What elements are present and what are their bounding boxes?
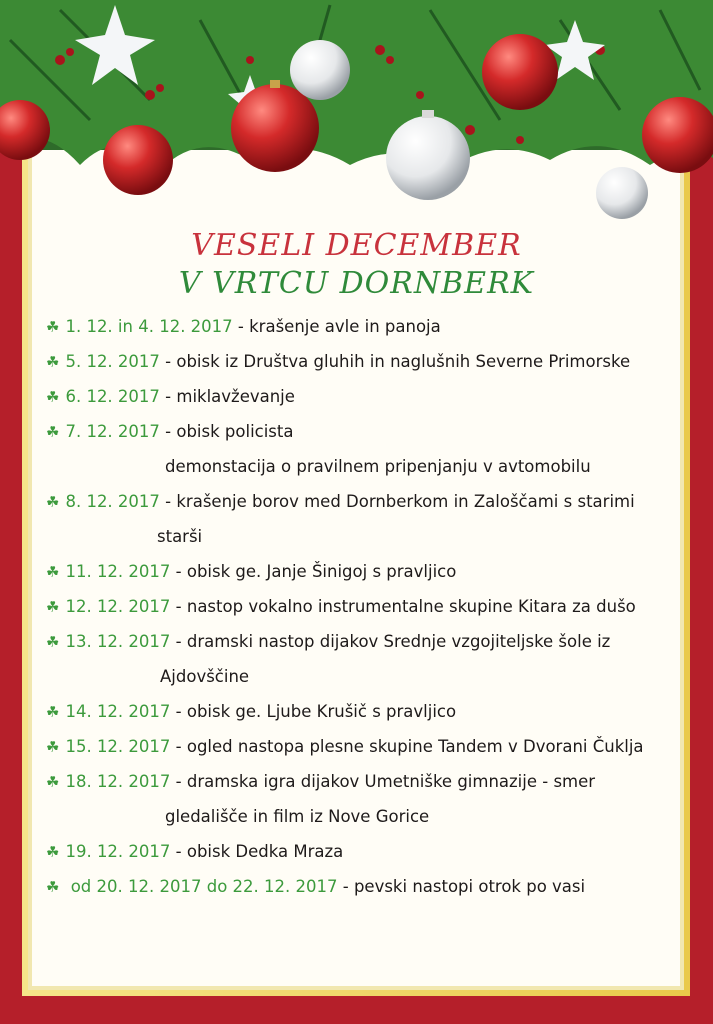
- tree-icon: ☘: [46, 598, 60, 616]
- list-item: ☘ 12. 12. 2017 - nastop vokalno instrumentalne skupine Kitara za dušo: [46, 597, 636, 616]
- list-item: ☘ 13. 12. 2017 - dramski nastop dijakov Srednje vzgojiteljske šole iz: [46, 632, 611, 651]
- tree-icon: ☘: [46, 423, 60, 441]
- list-item-continuation: gledališče in film iz Nove Gorice: [165, 807, 430, 826]
- list-item: ☘ 6. 12. 2017 - miklavževanje: [46, 387, 295, 406]
- page-title-line2: V VRTCU DORNBERK: [178, 266, 535, 301]
- list-item: ☘ 15. 12. 2017 - ogled nastopa plesne skupine Tandem v Dvorani Čuklja: [46, 737, 644, 756]
- tree-icon: ☘: [46, 843, 60, 861]
- tree-icon: ☘: [46, 633, 60, 651]
- tree-icon: ☘: [46, 388, 60, 406]
- list-item-continuation: demonstacija o pravilnem pripenjanju v avtomobilu: [165, 457, 591, 476]
- tree-icon: ☘: [46, 878, 60, 896]
- list-item: ☘ 11. 12. 2017 - obisk ge. Janje Šinigoj s pravljico: [46, 562, 457, 581]
- list-item-continuation: starši: [157, 527, 203, 546]
- list-item: ☘ 7. 12. 2017 - obisk policista: [46, 422, 294, 441]
- page-title-line1: VESELI DECEMBER: [191, 228, 522, 263]
- list-item: ☘ 18. 12. 2017 - dramska igra dijakov Umetniške gimnazije - smer: [46, 772, 596, 791]
- tree-icon: ☘: [46, 493, 60, 511]
- list-item: ☘ od 20. 12. 2017 do 22. 12. 2017 - pevski nastopi otrok po vasi: [46, 877, 586, 896]
- list-item-continuation: Ajdovščine: [160, 667, 250, 686]
- list-item: ☘ 19. 12. 2017 - obisk Dedka Mraza: [46, 842, 344, 861]
- list-item: ☘ 5. 12. 2017 - obisk iz Društva gluhih in naglušnih Severne Primorske: [46, 352, 631, 371]
- list-item: ☘ 8. 12. 2017 - krašenje borov med Dornberkom in Zaloščami s starimi: [46, 492, 635, 511]
- list-item: ☘ 1. 12. in 4. 12. 2017 - krašenje avle in panoja: [46, 317, 441, 336]
- tree-icon: ☘: [46, 773, 60, 791]
- tree-icon: ☘: [46, 738, 60, 756]
- tree-icon: ☘: [46, 563, 60, 581]
- tree-icon: ☘: [46, 703, 60, 721]
- tree-icon: ☘: [46, 353, 60, 371]
- list-item: ☘ 14. 12. 2017 - obisk ge. Ljube Krušič s pravljico: [46, 702, 457, 721]
- tree-icon: ☘: [46, 318, 60, 336]
